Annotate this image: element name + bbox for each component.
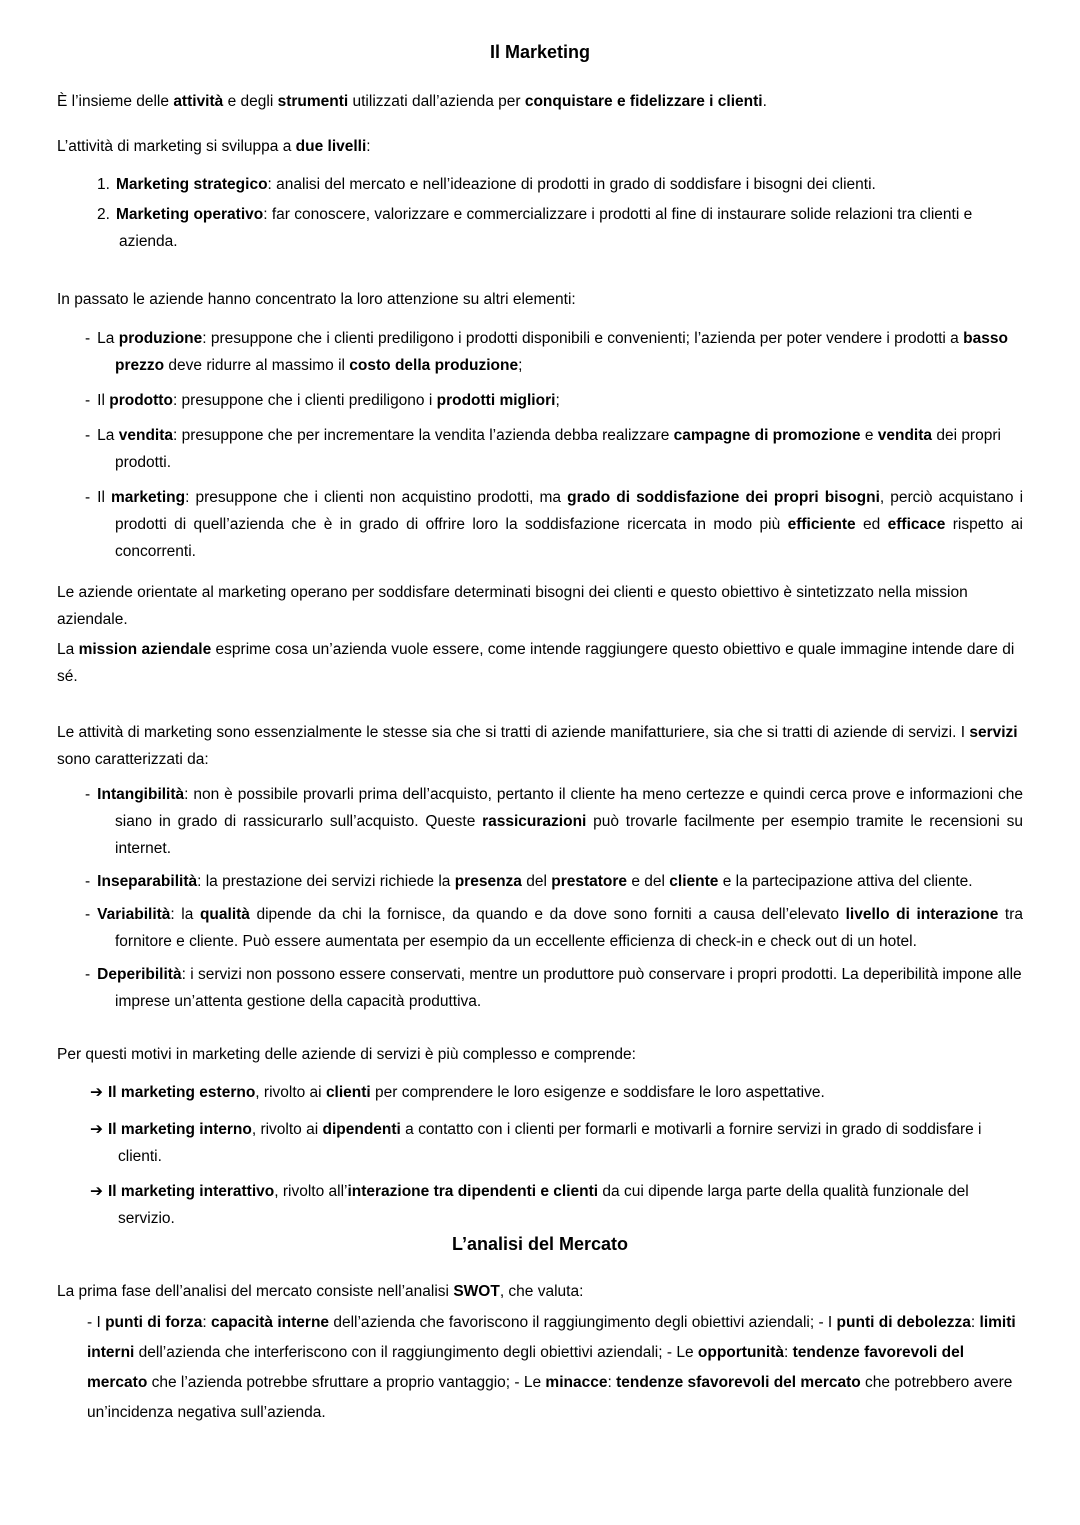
arrow-icon: ➔ — [90, 1183, 103, 1200]
list-item-text: Il marketing interno, rivolto ai dipendenti a contatto con i clienti per formarli e motivarli a fornire servizi in grado di soddisfare i clienti. — [108, 1121, 982, 1165]
bullet-vendita — [57, 422, 1023, 476]
bullet-marketing — [57, 484, 1023, 565]
list-item-text: Il marketing interattivo, rivolto all’interazione tra dipendenti e clienti da cui dipende larga parte della qualità funzionale del servizio. — [108, 1183, 969, 1227]
arrow-icon: ➔ — [90, 1084, 103, 1101]
list-item-text: La produzione: presuppone che i clienti prediligono i prodotti disponibili e convenienti; l’azienda per poter vendere i prodotti a basso prezzo deve ridurre al massimo il costo della produzione; — [97, 330, 1008, 374]
list-item-text: Il marketing: presuppone che i clienti non acquistino prodotti, ma grado di soddisfazione dei propri bisogni, perciò acquistano i prodotti di quell’azienda che è in grado di offrire loro la soddisfazione ricercata in modo più efficiente ed efficace rispetto ai concorrenti. — [97, 489, 1024, 560]
list-item-text: Deperibilità: i servizi non possono essere conservati, mentre un produttore può conservare i propri prodotti. La deperibilità impone alle imprese un’attenta gestione della capacità produttiva. — [97, 966, 1022, 1010]
paragraph-swot-intro: La prima fase dell’analisi del mercato consiste nell’analisi SWOT, che valuta: — [57, 1283, 584, 1300]
bullet-variabilita — [57, 901, 1023, 955]
list-number: 2. — [97, 206, 110, 223]
bullet-prodotto — [57, 387, 1023, 414]
list-number: 1. — [97, 176, 110, 193]
paragraph-oriented-companies: Le aziende orientate al marketing operano per soddisfare determinati bisogni dei clienti e questo obiettivo è sintetizzato nella mission aziendale. — [57, 584, 968, 628]
list-item-marketing-operativo — [57, 201, 1023, 255]
paragraph-definition: È l’insieme delle attività e degli strumenti utilizzati dall’azienda per conquistare e fidelizzare i clienti. — [57, 93, 767, 110]
dash-list-orientations — [57, 325, 1023, 565]
arrow-item-marketing-interno — [57, 1116, 1023, 1170]
dash-bullet: - — [85, 786, 91, 803]
dash-bullet: - — [85, 392, 91, 409]
arrow-item-marketing-esterno — [57, 1079, 1023, 1106]
list-item-text: Il marketing esterno, rivolto ai clienti per comprendere le loro esigenze e soddisfare le loro aspettative. — [108, 1084, 825, 1101]
arrow-item-marketing-interattivo — [57, 1178, 1023, 1232]
dash-list-service-traits — [57, 781, 1023, 1015]
paragraph-services-intro: Le attività di marketing sono essenzialmente le stesse sia che si tratti di aziende manifatturiere, sia che si tratti di aziende di servizi. I servizi sono caratterizzati da: — [57, 724, 1018, 768]
paragraph-services-marketing: Per questi motivi in marketing delle aziende di servizi è più complesso e comprende: — [57, 1046, 636, 1063]
list-item-text: La vendita: presuppone che per incrementare la vendita l’azienda debba realizzare campagne di promozione e vendita dei propri prodotti. — [97, 427, 1001, 471]
arrow-list-marketing-types — [57, 1079, 1023, 1232]
paragraph-two-levels: L’attività di marketing si sviluppa a due livelli: — [57, 138, 371, 155]
bullet-deperibilita — [57, 961, 1023, 1015]
arrow-icon: ➔ — [90, 1121, 103, 1138]
numbered-list — [57, 171, 1023, 255]
dash-bullet: - — [85, 873, 91, 890]
page-title: Il Marketing — [489, 42, 591, 62]
list-item-text: Intangibilità: non è possibile provarli prima dell’acquisto, pertanto il cliente ha meno certezze e quindi cerca prove e informazioni che siano in grado di rassicurarlo sull’acquisto. Queste rassicurazioni può trovarle facilmente per esempio tramite le recensioni su internet. — [97, 786, 1024, 857]
dash-bullet: - — [85, 489, 91, 506]
dash-bullet: - — [85, 427, 91, 444]
dash-bullet: - — [85, 906, 91, 923]
section-title-analisi-mercato: L’analisi del Mercato — [451, 1234, 629, 1254]
list-item-text: Marketing operativo: far conoscere, valorizzare e commercializzare i prodotti al fine di instaurare solide relazioni tra clienti e azienda. — [115, 206, 973, 250]
paragraph-mission-definition: La mission aziendale esprime cosa un’azienda vuole essere, come intende raggiungere questo obiettivo e quale immagine intende dare di sé. — [57, 641, 1015, 685]
bullet-produzione — [57, 325, 1023, 379]
bullet-inseparabilita — [57, 868, 1023, 895]
list-item-text: Inseparabilità: la prestazione dei servizi richiede la presenza del prestatore e del cliente e la partecipazione attiva del cliente. — [97, 873, 973, 890]
paragraph-swot-points: - I punti di forza: capacità interne dell’azienda che favoriscono il raggiungimento degli obiettivi aziendali; - I punti di debolezza: limiti interni dell’azienda che interferiscono con il raggiungimento degli obiettivi aziendali; - Le opportunità: tendenze favorevoli del mercato che l’azienda potrebbe sfruttare a proprio vantaggio; - Le minacce: tendenze sfavorevoli del mercato che potrebbero avere un’incidenza negativa sull’azienda. — [87, 1314, 1016, 1421]
list-item-text: Variabilità: la qualità dipende da chi la fornisce, da quando e da dove sono forniti a causa dell’elevato livello di interazione tra fornitore e cliente. Può essere aumentata per esempio da un eccellente efficienza di check-in e check out di un hotel. — [97, 906, 1023, 950]
paragraph-past-focus: In passato le aziende hanno concentrato la loro attenzione su altri elementi: — [57, 291, 576, 308]
list-item-marketing-strategico — [57, 171, 1023, 198]
list-item-text: Marketing strategico: analisi del mercato e nell’ideazione di prodotti in grado di soddisfare i bisogni dei clienti. — [115, 176, 876, 193]
bullet-intangibilita — [57, 781, 1023, 862]
dash-bullet: - — [85, 330, 91, 347]
dash-bullet: - — [85, 966, 91, 983]
list-item-text: Il prodotto: presuppone che i clienti prediligono i prodotti migliori; — [97, 392, 560, 409]
